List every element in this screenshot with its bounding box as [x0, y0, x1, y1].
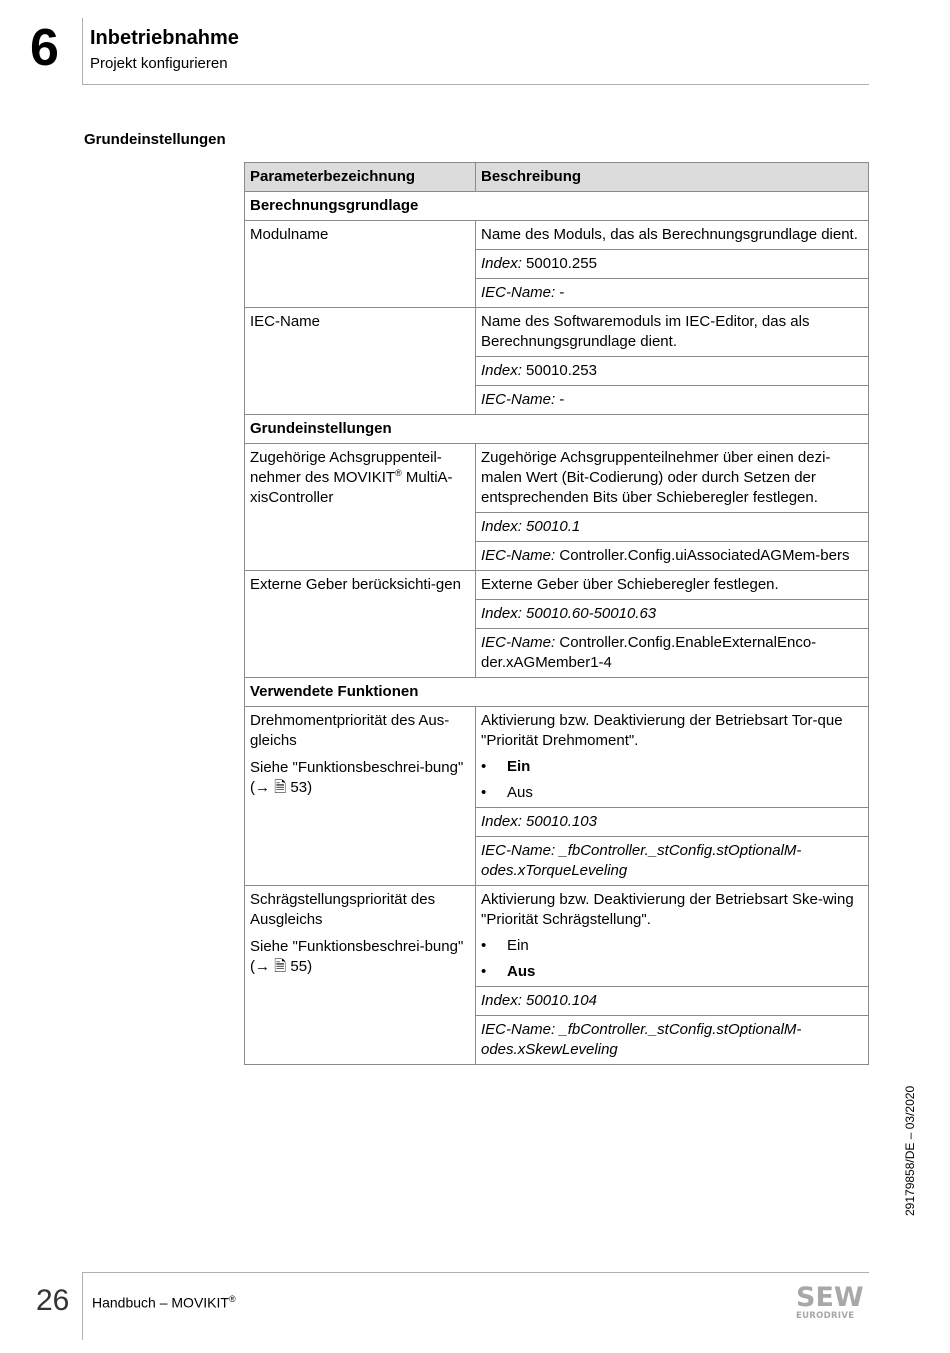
- iec-label: IEC-Name:: [481, 634, 556, 651]
- iec-value: Controller.Config.EnableExternalEnco-der.xAGMember1-4: [481, 634, 817, 671]
- bullet: •: [481, 963, 487, 980]
- registered-mark: ®: [228, 1294, 236, 1304]
- parameter-index: Index: 50010.104: [476, 987, 869, 1016]
- parameter-name-part: Zugehörige Achsgruppenteil-nehmer des MOVIKIT: [250, 449, 442, 486]
- function-reference-link[interactable]: Siehe "Funktionsbeschrei-bung" (→ 🗎 53): [250, 759, 464, 796]
- page-number: 26: [36, 1284, 70, 1317]
- option-label-selected: Aus: [507, 963, 536, 980]
- parameter-description: Name des Moduls, das als Berechnungsgrundlage dient.: [476, 221, 869, 250]
- parameter-name-text: Drehmomentpriorität des Aus-gleichs: [250, 712, 450, 749]
- parameter-name-text: Schrägstellungspriorität des Ausgleichs: [250, 891, 436, 928]
- iec-value: -: [555, 284, 565, 301]
- parameter-index: [476, 250, 869, 279]
- parameter-index: [476, 357, 869, 386]
- parameter-description: Zugehörige Achsgruppenteilnehmer über einen dezi-malen Wert (Bit-Codierung) oder durch Setzen der entsprechenden Bits über Schieberegler festlegen.: [476, 444, 869, 513]
- list-item: [481, 783, 863, 803]
- column-header-description: Beschreibung: [476, 163, 869, 192]
- parameter-name: [245, 444, 476, 571]
- index-value: 50010.253: [521, 362, 597, 379]
- parameter-index: Index: 50010.60-50010.63: [476, 600, 869, 629]
- footer-title: [92, 1294, 236, 1311]
- table-row: [245, 707, 869, 808]
- description-text: Aktivierung bzw. Deaktivierung der Betriebsart Tor-que "Priorität Drehmoment".: [481, 712, 843, 749]
- group-label: Berechnungsgrundlage: [245, 192, 869, 221]
- logo-subtext: EURODRIVE: [796, 1311, 855, 1321]
- bullet: •: [481, 937, 487, 954]
- logo-wordmark: SEW: [796, 1282, 864, 1313]
- table-row: [245, 886, 869, 987]
- footer-divider-horizontal: [82, 1272, 869, 1273]
- table-row: [245, 308, 869, 357]
- description-text: Aktivierung bzw. Deaktivierung der Betriebsart Ske-wing "Priorität Schrägstellung".: [481, 891, 854, 928]
- parameter-description: Externe Geber über Schieberegler festlegen.: [476, 571, 869, 600]
- parameter-iec-name: IEC-Name: _fbController._stConfig.stOptionalM-odes.xSkewLeveling: [476, 1016, 869, 1065]
- parameter-iec-name: [476, 542, 869, 571]
- option-label-selected: Ein: [507, 758, 531, 775]
- parameter-name: Modulname: [245, 221, 476, 308]
- list-item: [481, 757, 863, 777]
- table-row: [245, 444, 869, 513]
- header-divider-horizontal: [82, 84, 869, 85]
- group-label: Grundeinstellungen: [245, 415, 869, 444]
- group-row: [245, 192, 869, 221]
- table-row: [245, 221, 869, 250]
- iec-label: IEC-Name:: [481, 391, 556, 408]
- parameter-table: [244, 162, 869, 1065]
- iec-value: -: [555, 391, 565, 408]
- bullet: •: [481, 784, 487, 801]
- parameter-iec-name: [476, 279, 869, 308]
- sew-eurodrive-logo: [796, 1282, 870, 1321]
- parameter-description: Name des Softwaremoduls im IEC-Editor, das als Berechnungsgrundlage dient.: [476, 308, 869, 357]
- footer-title-text: Handbuch – MOVIKIT: [92, 1294, 229, 1311]
- column-header-parameter: Parameterbezeichnung: [245, 163, 476, 192]
- iec-value: Controller.Config.uiAssociatedAGMem-bers: [555, 547, 850, 564]
- list-item: [481, 962, 863, 982]
- parameter-name: IEC-Name: [245, 308, 476, 415]
- document-reference: 29179858/DE – 03/2020: [903, 1085, 917, 1216]
- parameter-description: [476, 707, 869, 808]
- parameter-name: Externe Geber berücksichti-gen: [245, 571, 476, 678]
- section-heading: Grundeinstellungen: [84, 131, 226, 148]
- registered-mark: ®: [395, 468, 402, 478]
- chapter-number: 6: [30, 19, 59, 77]
- iec-label: IEC-Name:: [481, 547, 556, 564]
- header-divider-vertical: [82, 18, 83, 84]
- chapter-subtitle: Projekt konfigurieren: [90, 55, 228, 72]
- parameter-name-part: MultiA-xisController: [250, 469, 453, 506]
- group-label: Verwendete Funktionen: [245, 678, 869, 707]
- parameter-iec-name: [476, 386, 869, 415]
- group-row: [245, 415, 869, 444]
- footer-divider-vertical: [82, 1272, 83, 1340]
- bullet: •: [481, 758, 487, 775]
- parameter-index: Index: 50010.1: [476, 513, 869, 542]
- iec-label: IEC-Name:: [481, 284, 556, 301]
- option-label: Ein: [507, 937, 529, 954]
- parameter-index: Index: 50010.103: [476, 808, 869, 837]
- list-item: [481, 936, 863, 956]
- parameter-name: [245, 707, 476, 886]
- chapter-title: Inbetriebnahme: [90, 27, 239, 49]
- parameter-description: [476, 886, 869, 987]
- function-reference-link[interactable]: Siehe "Funktionsbeschrei-bung" (→ 🗎 55): [250, 938, 464, 975]
- parameter-iec-name: IEC-Name: _fbController._stConfig.stOptionalM-odes.xTorqueLeveling: [476, 837, 869, 886]
- table-row: [245, 571, 869, 600]
- index-label: Index:: [481, 255, 522, 272]
- index-label: Index:: [481, 362, 522, 379]
- parameter-name: [245, 886, 476, 1065]
- table-header-row: [245, 163, 869, 192]
- parameter-iec-name: [476, 629, 869, 678]
- group-row: [245, 678, 869, 707]
- option-label: Aus: [507, 784, 533, 801]
- index-value: 50010.255: [521, 255, 597, 272]
